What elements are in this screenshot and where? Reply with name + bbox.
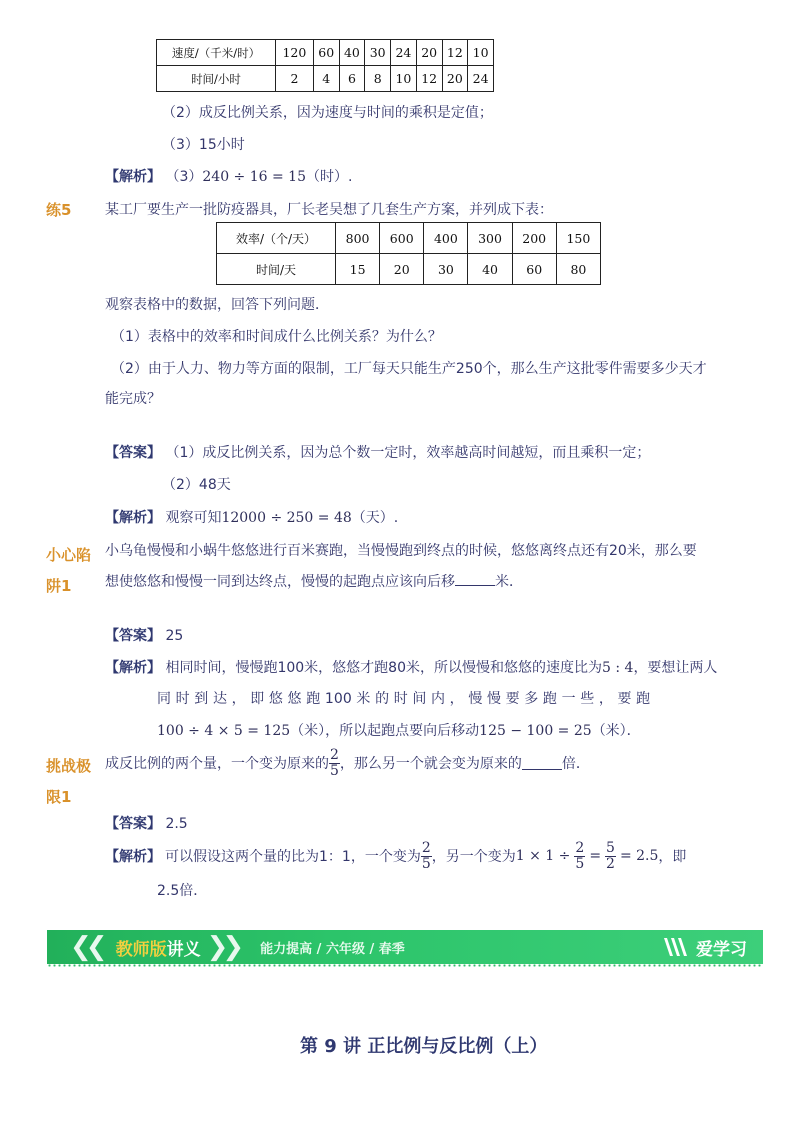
trap-1-answer: 【答案】 25 xyxy=(105,628,184,644)
table-cell: 120 xyxy=(276,40,314,66)
challenge-1-analysis-line-2: 2.5倍． xyxy=(157,883,208,899)
fraction: $\frac{5}{2}$ xyxy=(606,839,615,872)
trap-1-label: 小心陷 阱1 xyxy=(46,546,92,595)
table-cell: 10 xyxy=(391,66,417,92)
banner-title-a: 教师版 xyxy=(115,939,167,960)
exercise-5-answer-2: （2）48天 xyxy=(162,477,231,493)
table-cell: 8 xyxy=(365,66,391,92)
table-cell: 20 xyxy=(442,66,468,92)
answer-blank xyxy=(522,757,562,770)
previous-analysis: 【解析】 （3）240 ÷ 16 = 15（时）. xyxy=(105,169,353,185)
analysis-tag: 【解析】 xyxy=(105,510,161,526)
table-cell: 150 xyxy=(556,223,600,254)
table-cell: 10 xyxy=(468,40,494,66)
lecture-title: 第 9 讲 正比例与反比例（上） xyxy=(300,1036,548,1057)
table-cell: 40 xyxy=(468,254,512,285)
fraction: $\frac{2}{5}$ xyxy=(421,839,431,872)
table-cell: 80 xyxy=(556,254,600,285)
efficiency-time-table xyxy=(216,222,601,285)
trap-1-analysis-line-2: 同 时 到 达 ， 即 悠 悠 跑 100 米 的 时 间 内 ， 慢 慢 要 多 跑 一 些 ， 要 跑 xyxy=(157,691,651,707)
trap-1-question-line-2: 想使悠悠和慢慢一同到达终点，慢慢的起跑点应该向后移 米． xyxy=(105,574,523,590)
challenge-1-question: 成反比例的两个量，一个变为原来的 $\frac{2}{5}$ ，那么另一个就会变为原来的 倍． xyxy=(105,746,590,779)
table-cell: 12 xyxy=(416,66,442,92)
math-expression: 5 : 4 xyxy=(602,660,634,676)
table-cell: 6 xyxy=(339,66,365,92)
speed-time-table xyxy=(156,39,494,92)
question-2-line-2: 能完成？ xyxy=(105,391,161,407)
analysis-tag: 【解析】 xyxy=(105,660,161,676)
answer-blank xyxy=(455,573,495,586)
table-cell: 20 xyxy=(416,40,442,66)
analysis-tag: 【解析】 xyxy=(105,849,161,865)
table-cell: 30 xyxy=(365,40,391,66)
table-row-label: 时间/天 xyxy=(217,254,336,285)
double-chevron-left-icon: ❮❮ xyxy=(70,932,102,962)
exercise-5-analysis: 【解析】 观察可知12000 ÷ 250 = 48（天）. xyxy=(105,510,399,526)
answer-tag: 【答案】 xyxy=(105,445,161,461)
brand-mark-icon xyxy=(662,936,692,958)
trap-1-question-line-1: 小乌龟慢慢和小蜗牛悠悠进行百米赛跑，当慢慢跑到终点的时候，悠悠离终点还有20米，那么要 xyxy=(105,543,697,559)
table-cell: 800 xyxy=(336,223,380,254)
banner-breadcrumb: 能力提高 / 六年级 / 春季 xyxy=(260,941,405,957)
table-cell: 12 xyxy=(442,40,468,66)
banner-content xyxy=(70,929,405,965)
brand-logo xyxy=(662,930,747,964)
table-cell: 15 xyxy=(336,254,380,285)
trap-1-analysis-line-1: 【解析】 相同时间，慢慢跑100米，悠悠才跑80米，所以慢慢和悠悠的速度比为5 : 4，要想让两人 xyxy=(105,660,718,676)
challenge-1-answer: 【答案】 2.5 xyxy=(105,816,188,832)
challenge-1-label: 挑战极 限1 xyxy=(46,757,92,806)
table-cell: 30 xyxy=(424,254,468,285)
math-expression: 1 × 1 ÷ xyxy=(515,848,571,864)
trap-1-analysis-line-3: 100 ÷ 4 × 5 = 125（米），所以起跑点要向后移动125 − 100 = 25（米）． xyxy=(157,723,641,739)
exercise-5-answer-1: 【答案】 （1）成反比例关系，因为总个数一定时，效率越高时间越短，而且乘积一定； xyxy=(105,445,651,461)
exercise-5-intro: 某工厂要生产一批防疫器具，厂长老吴想了几套生产方案，并列成下表： xyxy=(105,202,553,218)
table-cell: 4 xyxy=(313,66,339,92)
math-expression: 125 − 100 = 25 xyxy=(479,723,592,739)
answer-tag: 【答案】 xyxy=(105,628,161,644)
math-expression: 12000 ÷ 250 = 48 xyxy=(221,510,352,526)
table-cell: 400 xyxy=(424,223,468,254)
challenge-1-analysis-line-1: 【解析】 可以假设这两个量的比为1：1，一个变为 $\frac{2}{5}$ ，另一个变为 1 × 1 ÷ $\frac{2}{5}$ = $\frac{5}{2}$ = 2.5 ，即 xyxy=(105,839,687,872)
table-cell: 2 xyxy=(276,66,314,92)
brand-name: 爱学习 xyxy=(696,939,747,960)
table-cell: 60 xyxy=(313,40,339,66)
table-cell: 40 xyxy=(339,40,365,66)
previous-answer-3: （3）15小时 xyxy=(162,137,245,153)
table-row-label: 时间/小时 xyxy=(157,66,276,92)
question-2-line-1: （2）由于人力、物力等方面的限制，工厂每天只能生产250个，那么生产这批零件需要多少天才 xyxy=(111,361,707,377)
double-chevron-right-icon: ❯❯ xyxy=(206,932,239,962)
table-cell: 60 xyxy=(512,254,556,285)
table-cell: 300 xyxy=(468,223,512,254)
banner-title-b: 讲义 xyxy=(166,939,201,960)
table-row-label: 速度/（千米/时） xyxy=(157,40,276,66)
table-cell: 24 xyxy=(468,66,494,92)
math-expression: 240 ÷ 16 = 15 xyxy=(202,169,306,185)
table-cell: 600 xyxy=(380,223,424,254)
math-expression: 100 ÷ 4 × 5 = 125 xyxy=(157,723,291,739)
math-expression: = 2.5 xyxy=(619,848,659,864)
exercise-5-label: 练5 xyxy=(46,201,72,219)
fraction: $\frac{2}{5}$ xyxy=(330,746,339,779)
previous-answer-2: （2）成反比例关系，因为速度与时间的乘积是定值； xyxy=(162,105,493,121)
observe-instruction: 观察表格中的数据，回答下列问题． xyxy=(105,297,329,313)
table-cell: 20 xyxy=(380,254,424,285)
question-1: （1）表格中的效率和时间成什么比例关系？为什么？ xyxy=(111,329,442,345)
answer-tag: 【答案】 xyxy=(105,816,161,832)
table-cell: 200 xyxy=(512,223,556,254)
analysis-tag: 【解析】 xyxy=(105,169,161,185)
fraction: $\frac{2}{5}$ xyxy=(575,839,585,872)
table-cell: 24 xyxy=(391,40,417,66)
table-row-label: 效率/（个/天） xyxy=(217,223,336,254)
